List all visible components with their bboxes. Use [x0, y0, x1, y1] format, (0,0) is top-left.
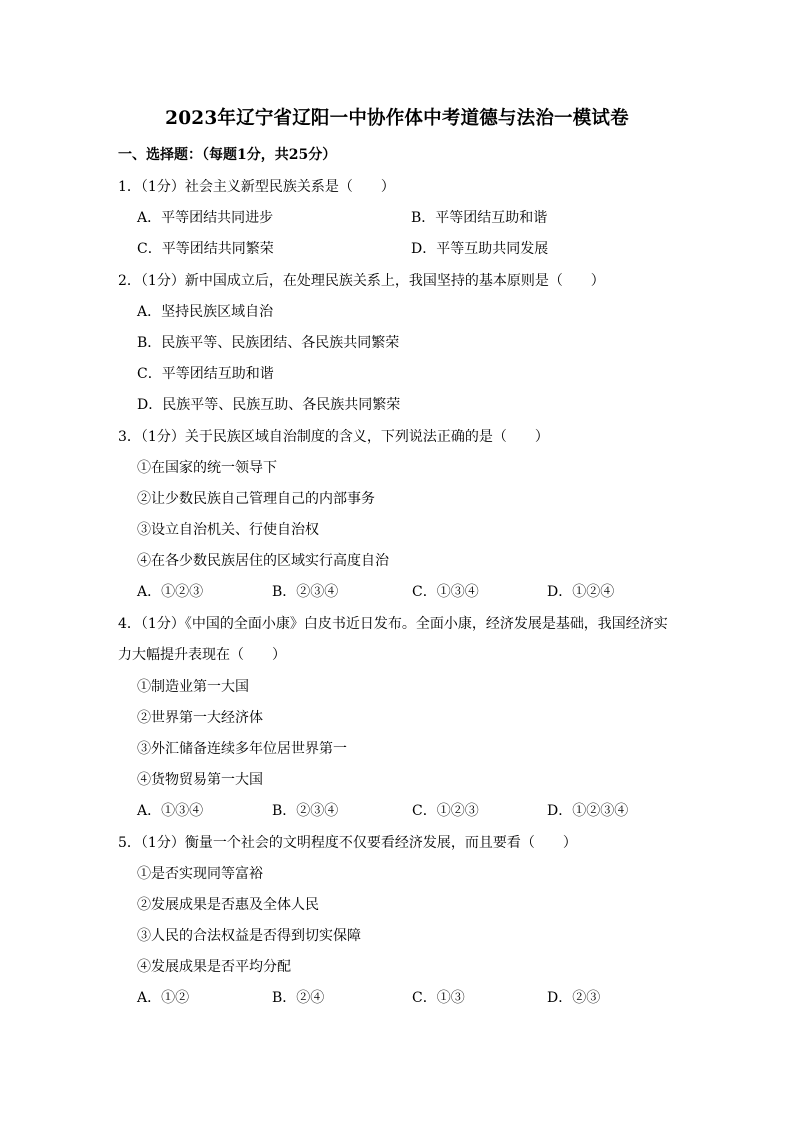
page-title: 2023年辽宁省辽阳一中协作体中考道德与法治一模试卷: [165, 108, 629, 129]
question-3-item: ②让少数民族自己管理自己的内部事务: [137, 491, 375, 507]
question-1-option-b: B．平等团结互助和谐: [411, 210, 548, 226]
question-5-item: ④发展成果是否平均分配: [137, 959, 291, 975]
question-3-item: ①在国家的统一领导下: [137, 460, 277, 476]
question-5-option-c: C．①③: [412, 990, 465, 1006]
question-5-item: ①是否实现同等富裕: [137, 866, 263, 882]
question-2-option-a: A．坚持民族区域自治: [137, 304, 274, 320]
question-3-item: ④在各少数民族居住的区域实行高度自治: [137, 553, 389, 569]
question-1-stem: 1．（1分）社会主义新型民族关系是（ ）: [118, 179, 395, 195]
question-2-option-c: C．平等团结互助和谐: [137, 366, 274, 382]
question-1-option-c: C．平等团结共同繁荣: [137, 241, 274, 257]
question-3-option-b: B．②③④: [272, 584, 339, 600]
question-4-item: ①制造业第一大国: [137, 679, 249, 695]
question-2-stem: 2．（1分）新中国成立后，在处理民族关系上，我国坚持的基本原则是（ ）: [118, 273, 605, 289]
question-1-option-d: D．平等互助共同发展: [411, 241, 549, 257]
question-4-option-d: D．①②③④: [547, 803, 629, 819]
question-3-option-d: D．①②④: [547, 584, 615, 600]
question-4-option-b: B．②③④: [272, 803, 339, 819]
question-3-item: ③设立自治机关、行使自治权: [137, 522, 319, 538]
question-5-item: ③人民的合法权益是否得到切实保障: [137, 928, 361, 944]
question-5-option-b: B．②④: [272, 990, 325, 1006]
question-2-option-d: D．民族平等、民族互助、各民族共同繁荣: [137, 397, 401, 413]
question-4-option-c: C．①②③: [412, 803, 479, 819]
question-2-option-b: B．民族平等、民族团结、各民族共同繁荣: [137, 335, 400, 351]
question-3-option-a: A．①②③: [137, 584, 204, 600]
question-1-option-a: A．平等团结共同进步: [137, 210, 274, 226]
question-5-stem: 5．（1分）衡量一个社会的文明程度不仅要看经济发展，而且要看（ ）: [118, 835, 577, 851]
section-heading: 一、选择题：（每题1分，共25分）: [118, 147, 337, 163]
question-4-stem-line-1: 4．（1分）《中国的全面小康》白皮书近日发布。全面小康，经济发展是基础，我国经济实: [118, 616, 668, 632]
question-4-item: ④货物贸易第一大国: [137, 772, 263, 788]
question-5-option-a: A．①②: [137, 990, 190, 1006]
question-5-option-d: D．②③: [547, 990, 601, 1006]
question-4-item: ③外汇储备连续多年位居世界第一: [137, 741, 347, 757]
question-4-option-a: A．①③④: [137, 803, 204, 819]
question-3-stem: 3．（1分）关于民族区域自治制度的含义，下列说法正确的是（ ）: [118, 429, 549, 445]
question-4-stem-line-2: 力大幅提升表现在（ ）: [118, 647, 286, 663]
question-4-item: ②世界第一大经济体: [137, 710, 263, 726]
question-5-item: ②发展成果是否惠及全体人民: [137, 897, 319, 913]
question-3-option-c: C．①③④: [412, 584, 479, 600]
